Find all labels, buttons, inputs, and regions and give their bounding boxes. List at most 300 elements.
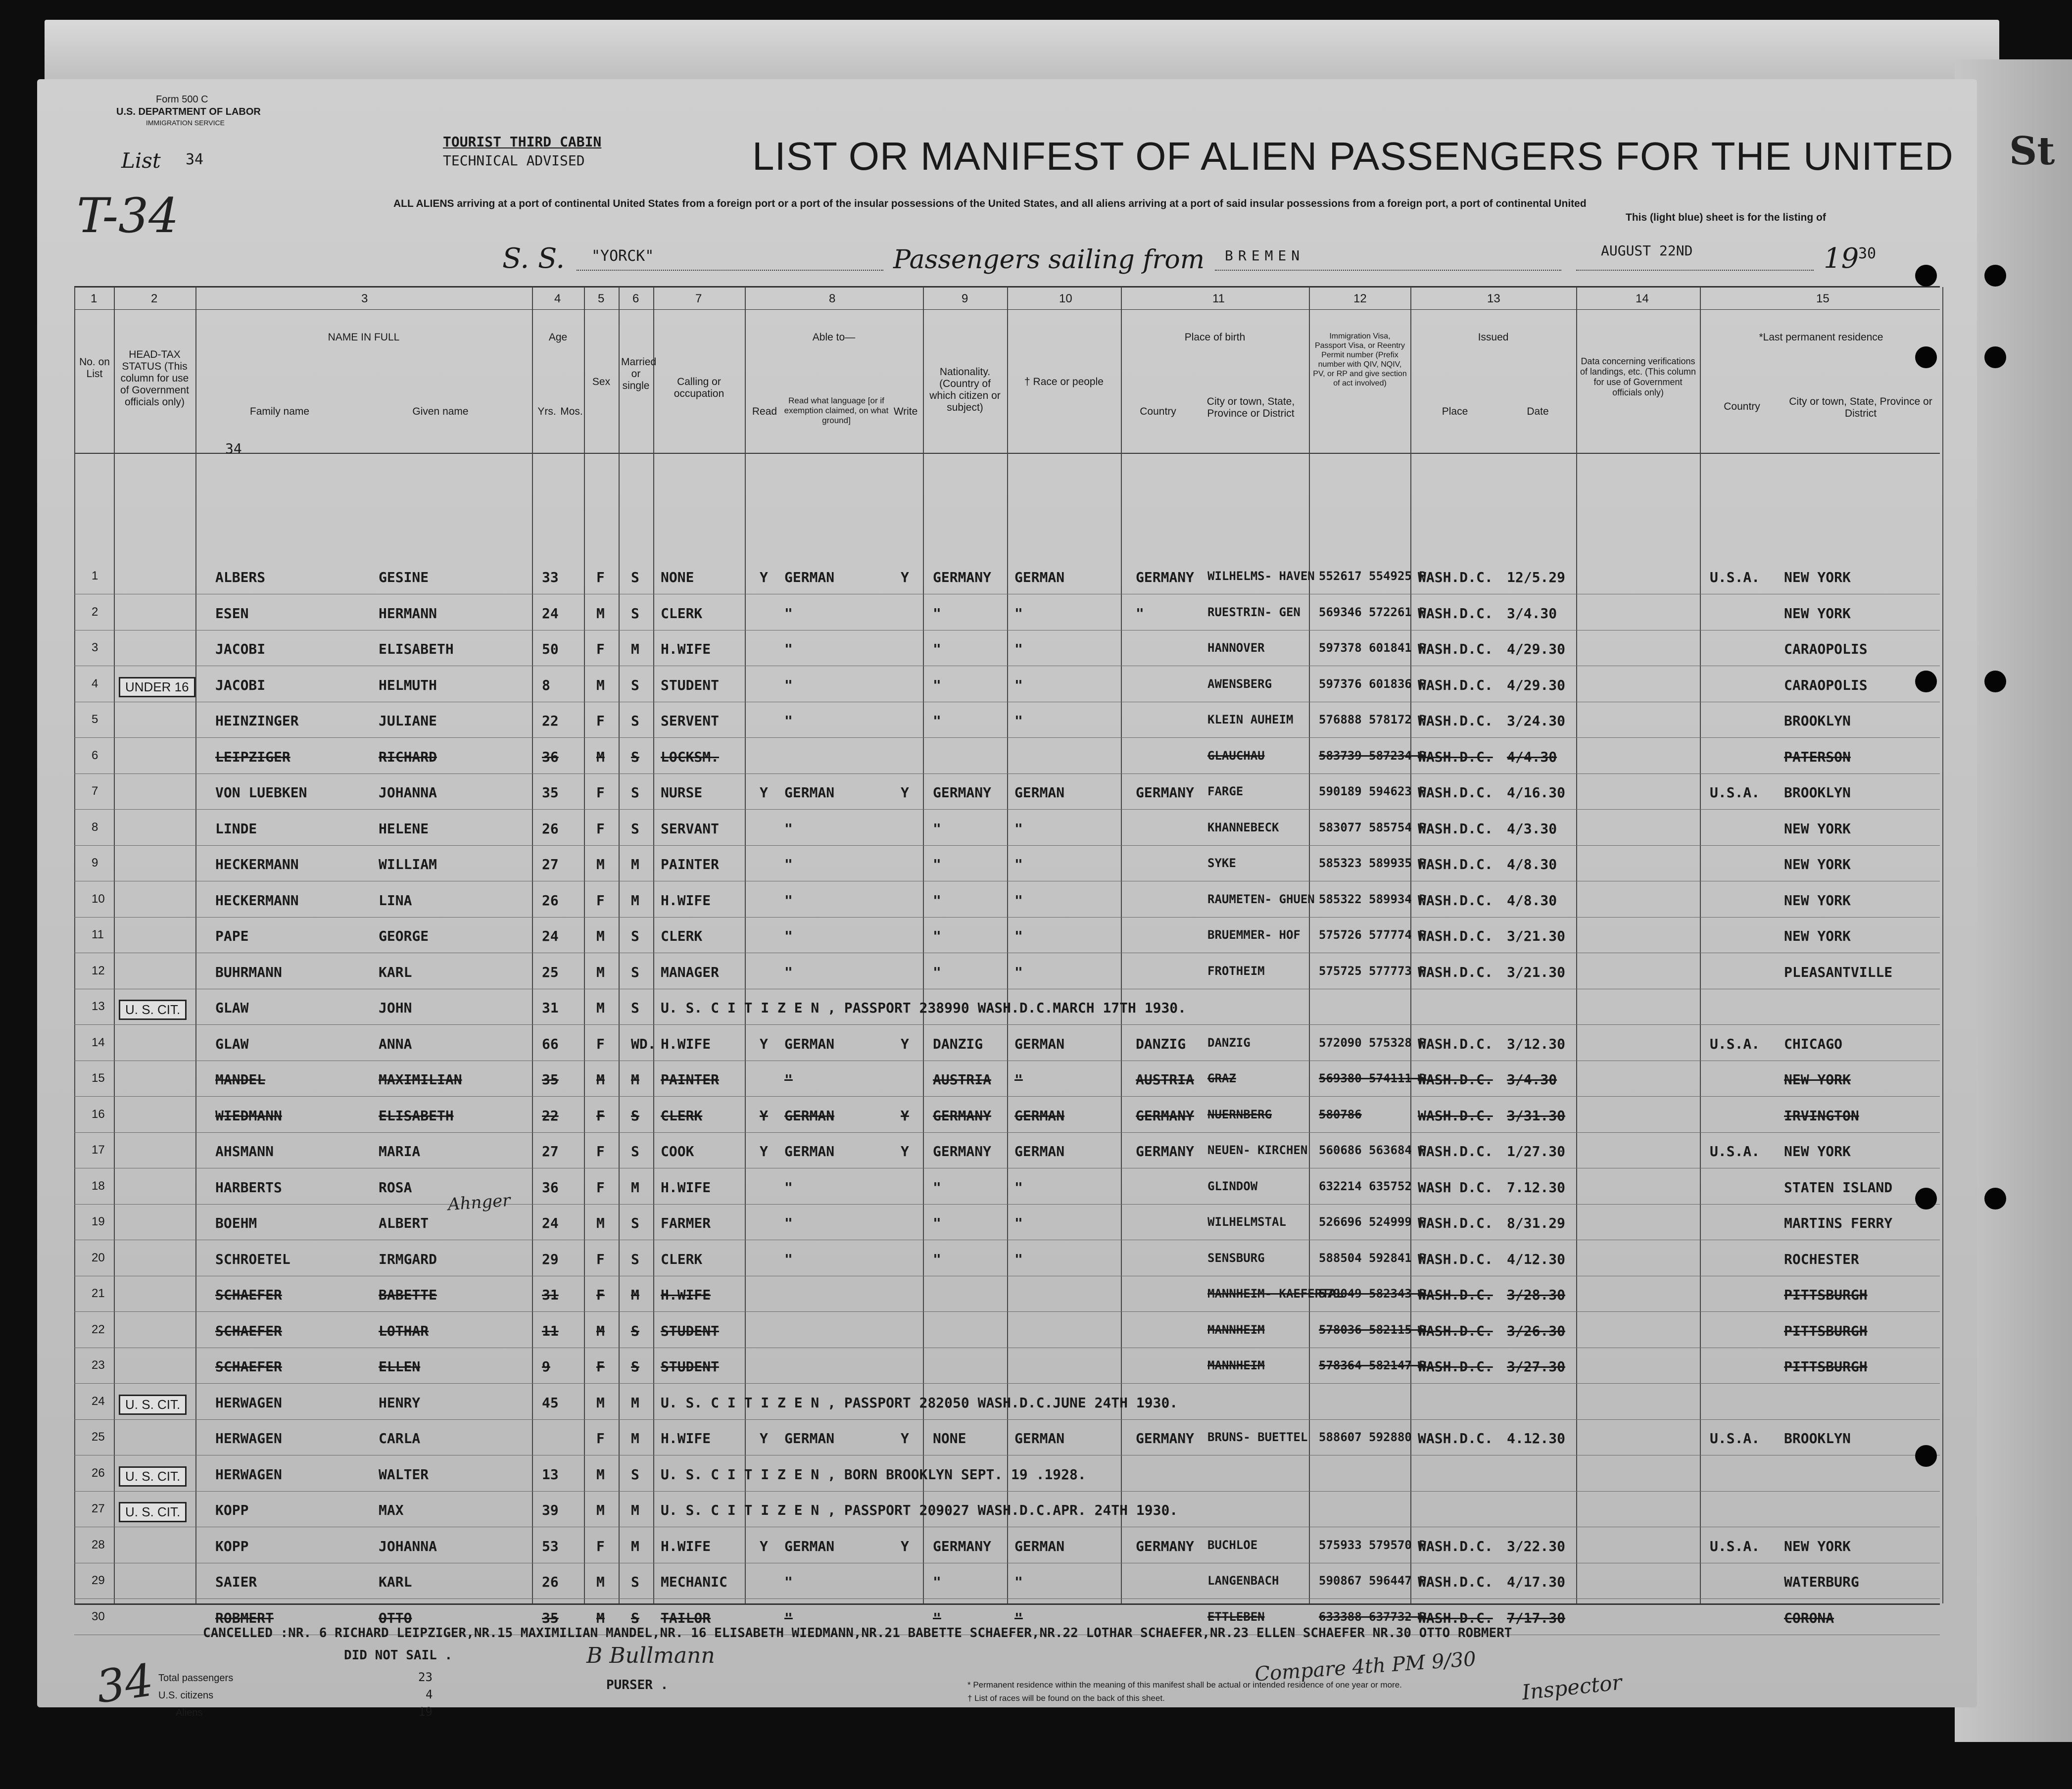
read-language: GERMAN	[784, 1538, 835, 1554]
race: GERMAN	[1014, 1035, 1065, 1052]
family-name: KOPP	[215, 1538, 249, 1554]
handwritten-corner: 34	[93, 1654, 157, 1714]
issue-place: WASH.D.C.	[1418, 569, 1493, 585]
birth-city: SYKE	[1207, 856, 1236, 870]
col-number-15: 15	[1816, 292, 1830, 305]
visa-number: 585323 589935 P	[1319, 856, 1426, 870]
family-name: HERWAGEN	[215, 1430, 282, 1447]
year-prefix: 19	[1824, 242, 1859, 275]
sex: F	[596, 1107, 605, 1124]
nationality: GERMANY	[933, 1538, 992, 1554]
family-name: SCHAEFER	[215, 1322, 282, 1339]
list-stamp: 34	[225, 440, 242, 457]
issue-date: 4/29.30	[1507, 641, 1566, 657]
marital-status: S	[631, 677, 639, 693]
residence-city: CHICAGO	[1784, 1035, 1843, 1052]
birth-country: GERMANY	[1136, 784, 1195, 801]
sailing-date: AUGUST 22ND	[1601, 242, 1693, 259]
residence-city: NEW YORK	[1784, 1071, 1851, 1088]
issue-date: 4/4.30	[1507, 748, 1557, 765]
row-rule	[74, 1132, 1940, 1133]
marital-status: S	[631, 928, 639, 944]
col-head-5: Sex	[592, 376, 611, 387]
sex: M	[596, 1502, 605, 1518]
nationality: GERMANY	[933, 1107, 992, 1124]
issue-date: 3/12.30	[1507, 1035, 1566, 1052]
row-number: 30	[92, 1609, 105, 1623]
occupation: PAINTER	[661, 856, 720, 872]
race: "	[1014, 713, 1023, 729]
family-name: JACOBI	[215, 677, 266, 693]
col-head-8-write: Write	[893, 406, 918, 417]
col-number-3: 3	[361, 292, 368, 305]
occupation: STUDENT	[661, 677, 720, 693]
given-name: KARL	[379, 1574, 412, 1590]
occupation: H.WIFE	[661, 1287, 711, 1303]
age-years: 27	[542, 856, 559, 872]
col-head-8-lang: Read what language [or if exemption claimed, on what ground]	[784, 396, 889, 425]
issue-place: WASH.D.C.	[1418, 1430, 1493, 1447]
col-head-2: HEAD-TAX STATUS (This column for use of Government officials only)	[120, 349, 189, 408]
port-underline	[1215, 270, 1561, 271]
nationality: AUSTRIA	[933, 1071, 992, 1088]
cabin-class: TOURIST THIRD CABIN	[443, 134, 602, 150]
race: "	[1014, 1071, 1023, 1088]
occupation: NURSE	[661, 784, 703, 801]
issue-date: 8/31.29	[1507, 1215, 1566, 1231]
row-number: 24	[92, 1394, 105, 1408]
residence-city: NEW YORK	[1784, 820, 1851, 837]
birth-city: BUCHLOE	[1207, 1538, 1258, 1552]
race: "	[1014, 1179, 1023, 1196]
col-number-8: 8	[829, 292, 836, 305]
birth-city: NUERNBERG	[1207, 1107, 1272, 1121]
residence-country: U.S.A.	[1710, 1143, 1760, 1160]
purser-label: PURSER .	[606, 1678, 669, 1692]
age-years: 11	[542, 1322, 559, 1339]
birth-city: RUESTRIN- GEN	[1207, 605, 1301, 619]
sex: F	[596, 1287, 605, 1303]
row-number: 23	[92, 1358, 105, 1372]
given-name: ROSA	[379, 1179, 412, 1196]
given-name: ELISABETH	[379, 641, 454, 657]
birth-city: GLAUCHAU	[1207, 748, 1265, 763]
col-head-15-city: City or town, State, Province or District	[1789, 396, 1932, 419]
family-name: MANDEL	[215, 1071, 266, 1088]
residence-city: STATEN ISLAND	[1784, 1179, 1893, 1196]
us-citizens-value: 4	[426, 1688, 433, 1701]
issue-place: WASH.D.C.	[1418, 1251, 1493, 1267]
sex: F	[596, 1358, 605, 1375]
age-years: 66	[542, 1035, 559, 1052]
birth-country: AUSTRIA	[1136, 1071, 1195, 1088]
birth-city: HANNOVER	[1207, 641, 1265, 655]
occupation: COOK	[661, 1143, 694, 1160]
col-number-1: 1	[91, 292, 97, 305]
age-years: 13	[542, 1466, 559, 1483]
issue-place: WASH D.C.	[1418, 1179, 1493, 1196]
visa-number: 578036 582115 P	[1319, 1322, 1426, 1337]
visa-number: 579049 582343 P	[1319, 1287, 1426, 1301]
occupation: LOCKSM.	[661, 748, 720, 765]
age-years: 26	[542, 892, 559, 909]
age-years: 25	[542, 964, 559, 980]
family-name: SCHROETEL	[215, 1251, 290, 1267]
can-read: Y	[760, 1107, 768, 1124]
issue-date: 4/17.30	[1507, 1574, 1566, 1590]
visa-number: 552617 554925 P	[1319, 569, 1426, 583]
head-tax-status: U. S. CIT.	[119, 1000, 187, 1020]
issue-date: 4/29.30	[1507, 677, 1566, 693]
nationality: "	[933, 1215, 941, 1231]
issue-place: WASH.D.C.	[1418, 1143, 1493, 1160]
family-name: JACOBI	[215, 641, 266, 657]
family-name: BOEHM	[215, 1215, 257, 1231]
issue-date: 3/4.30	[1507, 1071, 1557, 1088]
col-head-3-family: Family name	[249, 406, 310, 417]
visa-number: 633388 637732 P	[1319, 1609, 1426, 1624]
family-name: KOPP	[215, 1502, 249, 1518]
issue-date: 3/21.30	[1507, 928, 1566, 944]
race: "	[1014, 1251, 1023, 1267]
issue-place: WASH.D.C.	[1418, 713, 1493, 729]
occupation: U. S. C I T I Z E N , BORN BROOKLYN SEPT. 19 .1928.	[661, 1466, 1086, 1483]
date-underline	[1576, 270, 1814, 271]
birth-city: NEUEN- KIRCHEN	[1207, 1143, 1308, 1157]
row-number: 1	[92, 569, 98, 582]
race: "	[1014, 856, 1023, 872]
family-name: HERWAGEN	[215, 1394, 282, 1411]
birth-city: KHANNEBECK	[1207, 820, 1279, 834]
can-read: Y	[760, 1035, 768, 1052]
age-years: 26	[542, 820, 559, 837]
table-bottom-rule	[74, 1603, 1940, 1605]
col-head-13-place: Place	[1442, 406, 1468, 417]
marital-status: S	[631, 1143, 639, 1160]
marital-status: S	[631, 964, 639, 980]
nationality: "	[933, 1179, 941, 1196]
residence-city: MARTINS FERRY	[1784, 1215, 1893, 1231]
binder-hole	[1915, 671, 1937, 692]
marital-status: M	[631, 1538, 639, 1554]
marital-status: M	[631, 856, 639, 872]
nationality: "	[933, 892, 941, 909]
occupation: CLERK	[661, 1107, 703, 1124]
residence-city: PITTSBURGH	[1784, 1358, 1868, 1375]
nationality: "	[933, 1251, 941, 1267]
given-name: HENRY	[379, 1394, 421, 1411]
read-language: "	[784, 820, 793, 837]
issue-place: WASH.D.C.	[1418, 1358, 1493, 1375]
row-rule	[74, 1204, 1940, 1205]
list-label: List	[121, 148, 161, 173]
service: IMMIGRATION SERVICE	[146, 119, 225, 127]
col-head-4: Age	[548, 332, 568, 343]
residence-city: CARAOPOLIS	[1784, 677, 1868, 693]
nationality: "	[933, 641, 941, 657]
family-name: HECKERMANN	[215, 892, 299, 909]
visa-number: 569346 572261 P	[1319, 605, 1426, 619]
issue-place: WASH.D.C.	[1418, 1071, 1493, 1088]
age-years: 36	[542, 748, 559, 765]
marital-status: M	[631, 641, 639, 657]
residence-city: PLEASANTVILLE	[1784, 964, 1893, 980]
manifest-sheet	[37, 79, 1977, 1719]
age-years: 35	[542, 1609, 559, 1626]
residence-country: U.S.A.	[1710, 784, 1760, 801]
given-name: WILLIAM	[379, 856, 437, 872]
sex: M	[596, 928, 605, 944]
can-read: Y	[760, 784, 768, 801]
can-write: Y	[901, 1035, 909, 1052]
given-name: BABETTE	[379, 1287, 437, 1303]
row-number: 3	[92, 641, 98, 654]
age-years: 22	[542, 1107, 559, 1124]
residence-country: U.S.A.	[1710, 1538, 1760, 1554]
visa-number: 597376 601836 P	[1319, 677, 1426, 691]
col-number-13: 13	[1487, 292, 1500, 305]
can-read: Y	[760, 1538, 768, 1554]
residence-city: WATERBURG	[1784, 1574, 1859, 1590]
family-name: VON LUEBKEN	[215, 784, 307, 801]
marital-status: S	[631, 1322, 639, 1339]
visa-number: 575726 577774 P	[1319, 928, 1426, 942]
sex: M	[596, 1322, 605, 1339]
given-name: GESINE	[379, 569, 429, 585]
marital-status: S	[631, 820, 639, 837]
issue-place: WASH.D.C.	[1418, 1574, 1493, 1590]
col-head-11-city: City or town, State, Province or District	[1206, 396, 1295, 419]
family-name: HERWAGEN	[215, 1466, 282, 1483]
age-years: 33	[542, 569, 559, 585]
issue-date: 3/22.30	[1507, 1538, 1566, 1554]
row-number: 6	[92, 748, 98, 762]
given-name: RICHARD	[379, 748, 437, 765]
head-tax-status: UNDER 16	[119, 677, 195, 697]
occupation: U. S. C I T I Z E N , PASSPORT 238990 WASH.D.C.MARCH 17TH 1930.	[661, 1000, 1187, 1016]
occupation: SERVENT	[661, 713, 720, 729]
marital-status: M	[631, 1430, 639, 1447]
marital-status: S	[631, 713, 639, 729]
issue-date: 4/16.30	[1507, 784, 1566, 801]
read-language: "	[784, 605, 793, 622]
sailing-label: Passengers sailing from	[893, 245, 1205, 275]
issue-date: 7/17.30	[1507, 1609, 1566, 1626]
issue-place: WASH.D.C.	[1418, 1538, 1493, 1554]
read-language: "	[784, 713, 793, 729]
row-rule	[74, 1024, 1940, 1025]
handwritten-list: T-34	[77, 188, 179, 243]
marital-status: M	[631, 1287, 639, 1303]
list-number: 34	[186, 151, 204, 168]
aliens-label: Aliens	[176, 1707, 203, 1718]
residence-city: BROOKLYN	[1784, 713, 1851, 729]
family-name: HECKERMANN	[215, 856, 299, 872]
age-years: 31	[542, 1000, 559, 1016]
given-name: OTTO	[379, 1609, 412, 1626]
row-rule	[74, 845, 1940, 846]
race: "	[1014, 820, 1023, 837]
birth-country: GERMANY	[1136, 1430, 1195, 1447]
row-rule	[74, 809, 1940, 810]
residence-city: NEW YORK	[1784, 1143, 1851, 1160]
ship-underline	[577, 270, 883, 271]
row-number: 5	[92, 713, 98, 726]
sex: F	[596, 641, 605, 657]
marital-status: S	[631, 1000, 639, 1016]
issue-place: WASH.D.C.	[1418, 1287, 1493, 1303]
given-name: MARIA	[379, 1143, 421, 1160]
row-number: 12	[92, 964, 105, 977]
marital-status: M	[631, 1179, 639, 1196]
age-years: 35	[542, 1071, 559, 1088]
footnote-races: † List of races will be found on the back of this sheet.	[967, 1693, 1165, 1703]
binder-hole	[1915, 1445, 1937, 1467]
row-number: 29	[92, 1574, 105, 1587]
head-tax-status: U. S. CIT.	[119, 1395, 187, 1415]
visa-number: 569380 574111 P	[1319, 1071, 1426, 1085]
given-name: MAX	[379, 1502, 404, 1518]
occupation: H.WIFE	[661, 1179, 711, 1196]
visa-number: 583739 587234 P	[1319, 748, 1426, 763]
row-number: 4	[92, 677, 98, 690]
can-read: Y	[760, 569, 768, 585]
marital-status: M	[631, 1071, 639, 1088]
age-years: 35	[542, 784, 559, 801]
row-rule	[74, 1419, 1940, 1420]
nationality: "	[933, 856, 941, 872]
binder-hole	[1915, 1188, 1937, 1209]
marital-status: S	[631, 605, 639, 622]
nationality: GERMANY	[933, 569, 992, 585]
col-number-2: 2	[151, 292, 158, 305]
occupation: H.WIFE	[661, 1538, 711, 1554]
read-language: "	[784, 1574, 793, 1590]
family-name: BUHRMANN	[215, 964, 282, 980]
manifest-subtitle: ALL ALIENS arriving at a port of continental United States from a foreign port or a port of the insular possessions of the United States, and all aliens arriving at a port of said insular possessions from a foreign port, a port of continental United	[393, 198, 1587, 209]
read-language: GERMAN	[784, 784, 835, 801]
issue-date: 7.12.30	[1507, 1179, 1566, 1196]
occupation: H.WIFE	[661, 1430, 711, 1447]
nationality: "	[933, 677, 941, 693]
nationality: "	[933, 964, 941, 980]
read-language: GERMAN	[784, 1430, 835, 1447]
row-number: 8	[92, 820, 98, 834]
visa-number: 597378 601841 P	[1319, 641, 1426, 655]
family-name: WIEDMANN	[215, 1107, 282, 1124]
nationality: "	[933, 1574, 941, 1590]
visa-number: 590867 596447 P	[1319, 1574, 1426, 1588]
sex: M	[596, 1574, 605, 1590]
residence-country: U.S.A.	[1710, 1035, 1760, 1052]
family-name: AHSMANN	[215, 1143, 274, 1160]
residence-country: U.S.A.	[1710, 1430, 1760, 1447]
col-head-14: Data concerning verifications of landings, etc. (This column for use of Government officials only)	[1580, 356, 1696, 397]
age-years: 24	[542, 1215, 559, 1231]
nationality: GERMANY	[933, 1143, 992, 1160]
age-years: 45	[542, 1394, 559, 1411]
family-name: ESEN	[215, 605, 249, 622]
family-name: GLAW	[215, 1000, 249, 1016]
col-number-4: 4	[554, 292, 561, 305]
visa-number: 578364 582147 P	[1319, 1358, 1426, 1372]
family-name: SCHAEFER	[215, 1287, 282, 1303]
row-rule	[74, 1491, 1940, 1492]
head-tax-status: U. S. CIT.	[119, 1466, 187, 1487]
visa-number: 590189 594623 P	[1319, 784, 1426, 798]
birth-city: ETTLEBEN	[1207, 1609, 1265, 1624]
issue-date: 4/8.30	[1507, 892, 1557, 909]
col-number-7: 7	[695, 292, 702, 305]
issue-date: 3/27.30	[1507, 1358, 1566, 1375]
row-number: 17	[92, 1143, 105, 1157]
issue-place: WASH.D.C.	[1418, 1107, 1493, 1124]
read-language: GERMAN	[784, 1143, 835, 1160]
sex: F	[596, 1035, 605, 1052]
race: GERMAN	[1014, 569, 1065, 585]
residence-city: PITTSBURGH	[1784, 1322, 1868, 1339]
read-language: "	[784, 1071, 793, 1088]
residence-city: ROCHESTER	[1784, 1251, 1859, 1267]
sex: F	[596, 1179, 605, 1196]
nationality: GERMANY	[933, 784, 992, 801]
marital-status: S	[631, 784, 639, 801]
visa-number: 572090 575328 P	[1319, 1035, 1426, 1050]
age-years: 24	[542, 928, 559, 944]
col-head-8-read: Read	[752, 406, 777, 417]
residence-city: NEW YORK	[1784, 1538, 1851, 1554]
row-number: 15	[92, 1071, 105, 1085]
read-language: GERMAN	[784, 1107, 835, 1124]
can-write: Y	[901, 1430, 909, 1447]
family-name: PAPE	[215, 928, 249, 944]
birth-country: DANZIG	[1136, 1035, 1186, 1052]
col-head-6: Married or single	[621, 356, 657, 391]
can-write: Y	[901, 784, 909, 801]
birth-city: BRUEMMER- HOF	[1207, 928, 1301, 942]
can-write: Y	[901, 1107, 909, 1124]
col-number-5: 5	[598, 292, 605, 305]
birth-city: MANNHEIM	[1207, 1358, 1265, 1372]
age-years: 27	[542, 1143, 559, 1160]
family-name: SCHAEFER	[215, 1358, 282, 1375]
issue-date: 3/31.30	[1507, 1107, 1566, 1124]
row-rule	[74, 1598, 1940, 1599]
marital-status: S	[631, 1358, 639, 1375]
age-years: 53	[542, 1538, 559, 1554]
family-name: HARBERTS	[215, 1179, 282, 1196]
birth-city: BRUNS- BUETTEL	[1207, 1430, 1308, 1444]
age-years: 22	[542, 713, 559, 729]
marital-status: M	[631, 1502, 639, 1518]
sex: M	[596, 1466, 605, 1483]
given-name: LINA	[379, 892, 412, 909]
marital-status: S	[631, 1107, 639, 1124]
family-name: HEINZINGER	[215, 713, 299, 729]
birth-city: MANNHEIM- KAEFERTAL	[1207, 1287, 1344, 1301]
residence-city: NEW YORK	[1784, 605, 1851, 622]
visa-number: 588504 592841 P	[1319, 1251, 1426, 1265]
us-citizens-label: U.S. citizens	[158, 1690, 214, 1701]
issue-date: 3/21.30	[1507, 964, 1566, 980]
given-name: MAXIMILIAN	[379, 1071, 462, 1088]
row-number: 26	[92, 1466, 105, 1480]
row-number: 13	[92, 1000, 105, 1013]
col-head-8: Able to—	[812, 332, 856, 343]
col-number-11: 11	[1212, 292, 1225, 305]
race: "	[1014, 964, 1023, 980]
issue-place: WASH.D.C.	[1418, 1609, 1493, 1626]
